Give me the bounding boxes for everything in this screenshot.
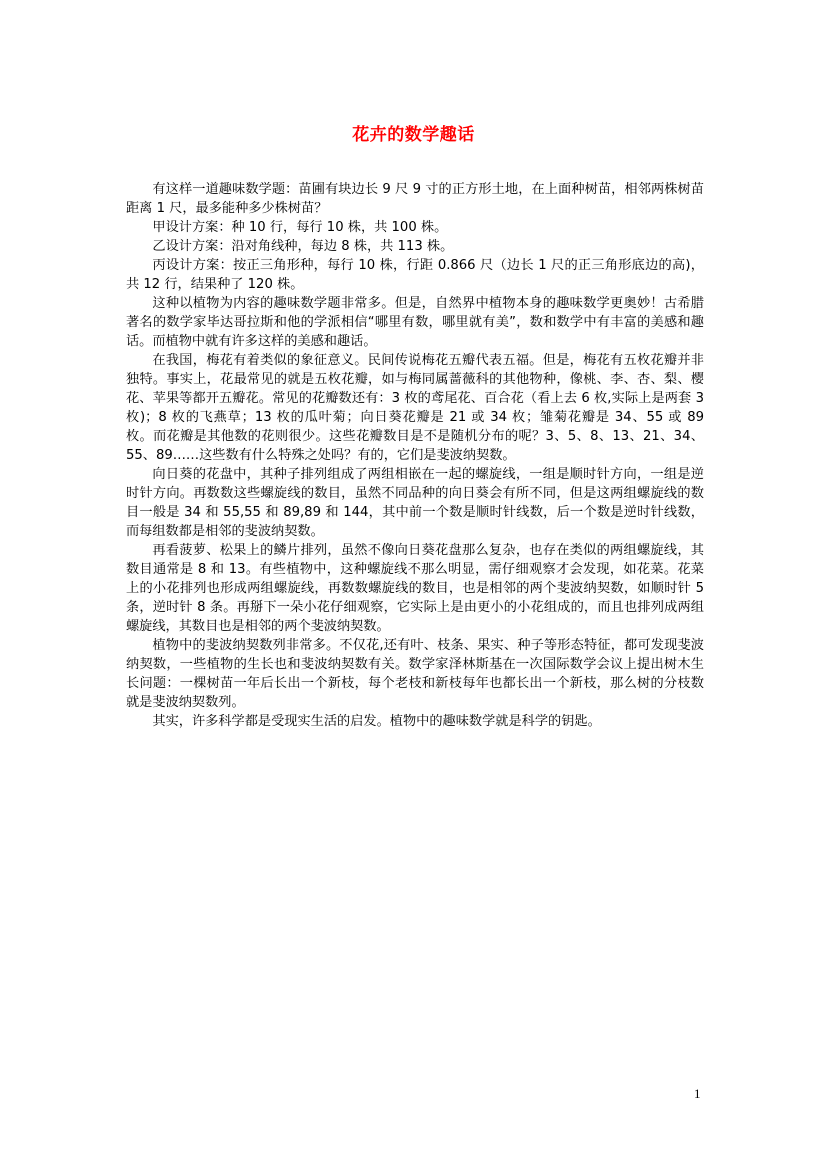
paragraph: 再看菠萝、松果上的鳞片排列，虽然不像向日葵花盘那么复杂，也存在类似的两组螺旋线，其数目通常是 8 和 13。有些植物中，这种螺旋线不那么明显，需仔细观察才会发现，如花菜。花菜上的小花排列也形成两组螺旋线，再数数螺旋线的数目，也是相邻的两个斐波纳契数，如顺时针 5 条，逆时针 8 条。再掰下一朵小花仔细观察，它实际上是由更小的小花组成的，而且也排列成两组螺旋线，其数目也是相邻的两个斐波纳契数。: [126, 543, 704, 634]
paragraph: 向日葵的花盘中，其种子排列组成了两组相嵌在一起的螺旋线，一组是顺时针方向，一组是逆时针方向。再数数这些螺旋线的数目，虽然不同品种的向日葵会有所不同，但是这两组螺旋线的数目一般是 34 和 55,55 和 89,89 和 144，其中前一个数是顺时针线数，后一个数是逆时针线数，而每组数都是相邻的斐波纳契数。: [126, 467, 704, 539]
paragraph: 有这样一道趣味数学题：苗圃有块边长 9 尺 9 寸的正方形土地，在上面种树苗，相邻两株树苗距离 1 尺，最多能种多少株树苗？: [126, 182, 704, 216]
paragraph: 植物中的斐波纳契数列非常多。不仅花,还有叶、枝条、果实、种子等形态特征，都可发现斐波纳契数，一些植物的生长也和斐波纳契数有关。数学家泽林斯基在一次国际数学会议上提出树木生长问题：一棵树苗一年后长出一个新枝，每个老枝和新枝每年也都长出一个新枝，那么树的分枝数就是斐波纳契数列。: [126, 638, 704, 710]
document-body: [126, 180, 704, 731]
page-number: 1: [694, 1086, 701, 1101]
paragraph: 丙设计方案：按正三角形种，每行 10 株，行距 0.866 尺（边长 1 尺的正三角形底边的高)，共 12 行，结果种了 120 株。: [126, 258, 704, 292]
paragraph: 这种以植物为内容的趣味数学题非常多。但是，自然界中植物本身的趣味数学更奥妙！古希腊著名的数学家毕达哥拉斯和他的学派相信“哪里有数，哪里就有美”，数和数学中有丰富的美感和趣话。而植物中就有许多这样的美感和趣话。: [126, 296, 704, 349]
paragraph: 乙设计方案：沿对角线种，每边 8 株，共 113 株。: [152, 239, 454, 254]
paragraph: 甲设计方案：种 10 行，每行 10 株，共 100 株。: [152, 220, 448, 235]
paragraph: 在我国，梅花有着类似的象征意义。民间传说梅花五瓣代表五福。但是，梅花有五枚花瓣并非独特。事实上，花最常见的就是五枚花瓣，如与梅同属蔷薇科的其他物种，像桃、李、杏、梨、樱花、苹果等都开五瓣花。常见的花瓣数还有：3 枚的鸢尾花、百合花（看上去 6 枚,实际上是两套 3 枚)；8 枚的飞燕草；13 枚的瓜叶菊；向日葵花瓣是 21 或 34 枚；雏菊花瓣是 34、55 或 89 枚。而花瓣是其他数的花则很少。这些花瓣数目是不是随机分布的呢？3、5、8、13、21、34、55、89……这些数有什么特殊之处吗？有的，它们是斐波纳契数。: [126, 353, 704, 463]
paragraph: 其实，许多科学都是受现实生活的启发。植物中的趣味数学就是科学的钥匙。: [152, 714, 601, 729]
document-title: 花卉的数学趣话: [352, 125, 475, 145]
